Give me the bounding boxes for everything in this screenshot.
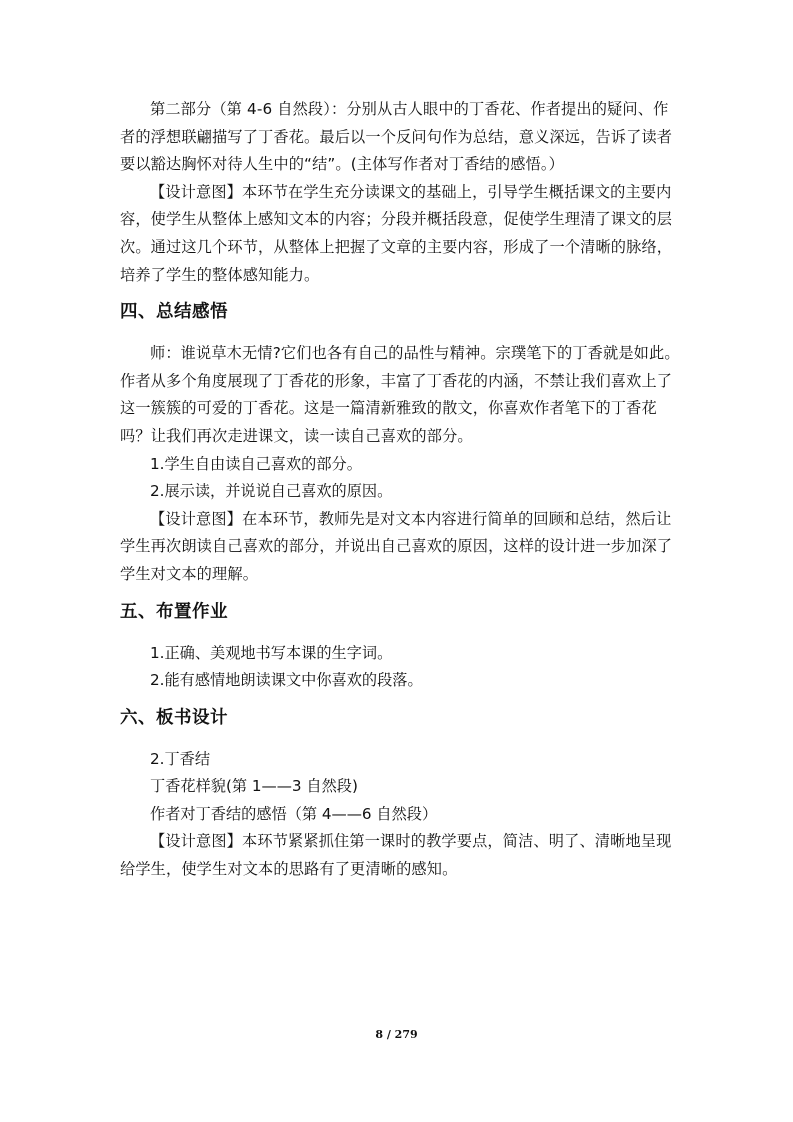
paragraph-design-intent-3: 【设计意图】本环节紧紧抓住第一课时的教学要点，简洁、明了、清晰地呈现给学生，使学生对文本的思路有了更清晰的感知。 xyxy=(120,832,672,879)
homework-item-2: 2.能有感情地朗读课文中你喜欢的段落。 xyxy=(150,671,423,690)
heading-summary: 四、总结感悟 xyxy=(120,302,228,323)
list-item-2: 2.展示读，并说说自己喜欢的原因。 xyxy=(150,482,393,501)
paragraph-design-intent-1: 【设计意图】本环节在学生充分读课文的基础上，引导学生概括课文的主要内容，使学生从整体上感知文本的内容；分段并概括段意，促使学生理清了课文的层次。通过这几个环节，从整体上把握了文章的主要内容，形成了一个清晰的脉络，培养了学生的整体感知能力。 xyxy=(120,182,673,284)
board-title: 2.丁香结 xyxy=(150,749,211,768)
paragraph-design-intent-2: 【设计意图】在本环节，教师先是对文本内容进行简单的回顾和总结，然后让学生再次朗读自己喜欢的部分，并说出自己喜欢的原因，这样的设计进一步加深了学生对文本的理解。 xyxy=(120,509,673,583)
paragraph-part-two: 第二部分（第 4-6 自然段）：分别从古人眼中的丁香花、作者提出的疑问、作者的浮想联翩描写了丁香花。最后以一个反问句作为总结，意义深远，告诉了读者要以豁达胸怀对待人生中的“结”。(主体写作者对丁香结的感悟。） xyxy=(120,100,673,174)
board-line-1: 丁香花样貌(第 1——3 自然段) xyxy=(150,777,358,796)
heading-homework: 五、布置作业 xyxy=(120,601,228,622)
board-line-2: 作者对丁香结的感悟（第 4——6 自然段） xyxy=(150,804,438,823)
homework-item-1: 1.正确、美观地书写本课的生字词。 xyxy=(150,643,393,662)
document-body xyxy=(120,96,680,884)
page-number: 8 / 279 xyxy=(375,1028,418,1041)
heading-board-design: 六、板书设计 xyxy=(120,707,228,728)
list-item-1: 1.学生自由读自己喜欢的部分。 xyxy=(150,454,362,473)
paragraph-teacher-talk: 师：谁说草木无情?它们也各有自己的品性与精神。宗璞笔下的丁香就是如此。作者从多个角度展现了丁香花的形象，丰富了丁香花的内涵，不禁让我们喜欢上了这一簇簇的可爱的丁香花。这是一篇清新雅致的散文，你喜欢作者笔下的丁香花吗？让我们再次走进课文，读一读自己喜欢的部分。 xyxy=(120,344,680,445)
